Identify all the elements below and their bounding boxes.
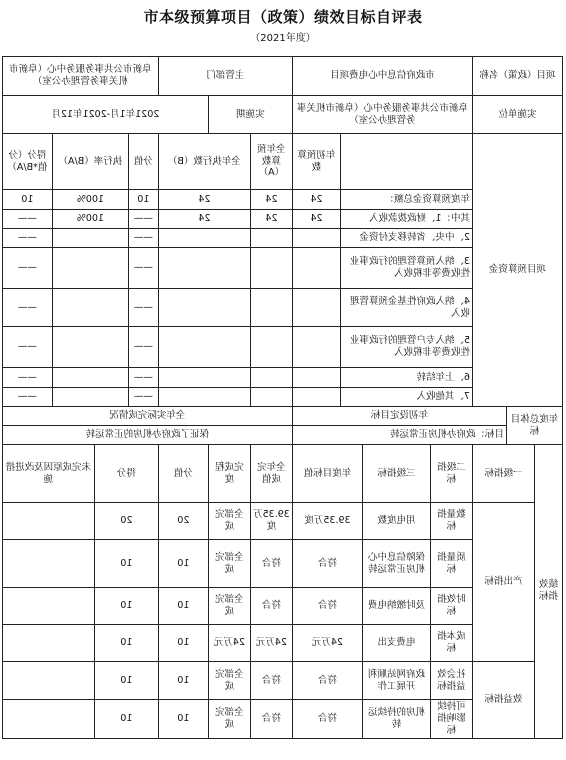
budget-row-label: 2、中央、省转移支付资金: [340, 229, 472, 248]
competent-dept: 阜新市公共事务服务中心（阜新市机关事务管理办公室）: [2, 57, 158, 96]
budget-col-full-year: 全年预算数（A）: [250, 134, 292, 190]
budget-cell: ——: [128, 368, 158, 388]
indicator-third: 用电度数: [362, 503, 430, 540]
indicator-target: 符合: [292, 588, 362, 625]
col-weight: 分值: [158, 445, 208, 503]
indicator-degree: 全部完成: [208, 700, 250, 739]
indicator-completed: 符合: [250, 662, 292, 700]
goal-target-text: 政府办机房正常运转: [389, 429, 476, 441]
col-reasons: 未完成原因及改进措施: [2, 445, 94, 503]
budget-cell: [52, 368, 128, 388]
budget-cell: ——: [128, 327, 158, 368]
budget-row-label: 6、上年结转: [340, 368, 472, 388]
indicator-second: 数量指标: [430, 503, 472, 540]
budget-cell: 100%: [52, 190, 128, 210]
indicator-reason: [2, 540, 94, 588]
indicator-completed: 39.35万度: [250, 503, 292, 540]
label-impl-unit: 实施单位: [472, 96, 562, 134]
budget-cell: ——: [2, 368, 52, 388]
indicator-score: 10: [94, 625, 158, 662]
budget-row-label: 年度预算资金总额：: [340, 190, 472, 210]
budget-cell: ——: [128, 229, 158, 248]
budget-cell: 24: [250, 190, 292, 210]
indicator-score: 20: [94, 503, 158, 540]
indicator-third: 及时缴纳电费: [362, 588, 430, 625]
indicator-score: 10: [94, 540, 158, 588]
budget-cell: 24: [158, 210, 250, 229]
indicator-target: 符合: [292, 700, 362, 739]
col-full-year-value: 全年完成值: [250, 445, 292, 503]
indicator-degree: 全部完成: [208, 540, 250, 588]
budget-cell: [250, 388, 292, 407]
budget-cell: [52, 289, 128, 327]
indicator-third: 保障信息中心机房正常运转: [362, 540, 430, 588]
form-title: 市本级预算项目（政策）绩效目标自评表: [143, 8, 423, 26]
label-budget-funds: 项目预算资金: [472, 134, 562, 407]
budget-cell: ——: [2, 210, 52, 229]
budget-header-blank: [340, 134, 472, 190]
goal-prefix: 目标：: [475, 429, 504, 441]
budget-cell: [158, 229, 250, 248]
budget-cell: ——: [2, 248, 52, 289]
indicator-weight: 10: [158, 700, 208, 739]
indicator-third: 机房的持续运转: [362, 700, 430, 739]
budget-cell: [250, 327, 292, 368]
budget-cell: [292, 248, 340, 289]
indicator-third: 电费支出: [362, 625, 430, 662]
budget-cell: [158, 388, 250, 407]
budget-cell: ——: [2, 388, 52, 407]
budget-cell: [292, 229, 340, 248]
col-third-level: 三级指标: [362, 445, 430, 503]
budget-cell: [292, 388, 340, 407]
impl-period: 2021年1月-2021年12月: [2, 96, 208, 134]
goal-target-cell: [292, 426, 506, 445]
budget-cell: [158, 327, 250, 368]
indicator-target: 符合: [292, 540, 362, 588]
indicator-completed: 符合: [250, 588, 292, 625]
indicator-degree: 全部完成: [208, 588, 250, 625]
budget-row-label: 5、纳入专户管理的行政事业性收费等非税收入: [340, 327, 472, 368]
indicator-completed: 符合: [250, 700, 292, 739]
indicator-reason: [2, 662, 94, 700]
indicator-second: 质量指标: [430, 540, 472, 588]
form-subtitle: （2021年度）: [250, 33, 316, 44]
budget-cell: ——: [2, 229, 52, 248]
label-annual-target: 年初设定目标: [292, 407, 506, 426]
col-completion-degree: 完成程度: [208, 445, 250, 503]
budget-row-label: 4、纳入政府性基金预算管理收入: [340, 289, 472, 327]
indicator-reason: [2, 700, 94, 739]
budget-cell: 24: [292, 210, 340, 229]
budget-row-label: 3、纳入预算管理的行政事业性收费等非税收入: [340, 248, 472, 289]
evaluation-table: [2, 56, 563, 739]
indicator-weight: 10: [158, 625, 208, 662]
col-score: 得分: [94, 445, 158, 503]
budget-cell: ——: [128, 210, 158, 229]
budget-cell: [158, 289, 250, 327]
budget-cell: ——: [2, 327, 52, 368]
budget-row-label: 其中：1、财政拨款收入: [340, 210, 472, 229]
label-perf-indicators: 绩效指标: [535, 445, 563, 739]
goal-completion-text: 保证了政府办机房的正常运转: [2, 426, 292, 445]
indicator-weight: 20: [158, 503, 208, 540]
budget-col-initial: 年初预算数: [292, 134, 340, 190]
indicator-third: 政府网站顺利开展工作: [362, 662, 430, 700]
budget-cell: [292, 368, 340, 388]
budget-cell: ——: [2, 289, 52, 327]
indicator-score: 10: [94, 662, 158, 700]
label-competent-dept: 主管部门: [158, 57, 292, 96]
budget-col-weight: 分值: [128, 134, 158, 190]
indicator-second: 成本指标: [430, 625, 472, 662]
indicator-score: 10: [94, 588, 158, 625]
indicator-first-output: 产出指标: [472, 503, 534, 662]
budget-cell: [250, 289, 292, 327]
budget-col-exec-rate: 执行率（B/A）: [52, 134, 128, 190]
impl-unit: 阜新市公共事务服务中心（阜新市机关事务管理办公室）: [292, 96, 472, 134]
label-overall-goal: 年度总体目标: [507, 407, 563, 445]
label-impl-period: 实施期: [208, 96, 292, 134]
indicator-weight: 10: [158, 662, 208, 700]
budget-cell: ——: [128, 388, 158, 407]
indicator-reason: [2, 503, 94, 540]
indicator-reason: [2, 625, 94, 662]
indicator-weight: 10: [158, 540, 208, 588]
indicator-degree: 全部完成: [208, 662, 250, 700]
label-project-name: 项目（政策）名称: [472, 57, 562, 96]
indicator-second: 社会效益指标: [430, 662, 472, 700]
budget-cell: 24: [158, 190, 250, 210]
budget-cell: [292, 289, 340, 327]
budget-cell: [250, 229, 292, 248]
col-annual-indicator: 年度目标值: [292, 445, 362, 503]
budget-cell: [250, 368, 292, 388]
indicator-degree: 24万元: [208, 625, 250, 662]
budget-cell: ——: [128, 248, 158, 289]
budget-cell: [52, 248, 128, 289]
indicator-second: 可持续影响指标: [430, 700, 472, 739]
budget-cell: [52, 327, 128, 368]
indicator-reason: [2, 588, 94, 625]
project-name: 市政府信息中心电费项目: [292, 57, 472, 96]
label-actual-completion: 全年实际完成情况: [2, 407, 292, 426]
indicator-completed: 24万元: [250, 625, 292, 662]
indicator-score: 10: [94, 700, 158, 739]
budget-cell: 100%: [52, 210, 128, 229]
budget-col-score: 得分（分值*B/A）: [2, 134, 52, 190]
evaluation-table-frame: [3, 56, 563, 758]
budget-col-executed: 全年执行数（B）: [158, 134, 250, 190]
budget-cell: 10: [128, 190, 158, 210]
budget-cell: 24: [250, 210, 292, 229]
budget-cell: ——: [128, 289, 158, 327]
budget-cell: [292, 327, 340, 368]
indicator-completed: 符合: [250, 540, 292, 588]
indicator-target: 39.35万度: [292, 503, 362, 540]
budget-cell: 24: [292, 190, 340, 210]
indicator-first-benefit: 效益指标: [472, 662, 534, 739]
indicator-target: 24万元: [292, 625, 362, 662]
budget-cell: 10: [2, 190, 52, 210]
indicator-second: 时效指标: [430, 588, 472, 625]
budget-cell: [158, 248, 250, 289]
budget-row-label: 7、其他收入: [340, 388, 472, 407]
indicator-weight: 10: [158, 588, 208, 625]
budget-cell: [158, 368, 250, 388]
col-first-level: 一级指标: [472, 445, 534, 503]
budget-cell: [52, 229, 128, 248]
indicator-degree: 全部完成: [208, 503, 250, 540]
budget-cell: [250, 248, 292, 289]
indicator-target: 符合: [292, 662, 362, 700]
col-second-level: 二级指标: [430, 445, 472, 503]
budget-cell: [52, 388, 128, 407]
